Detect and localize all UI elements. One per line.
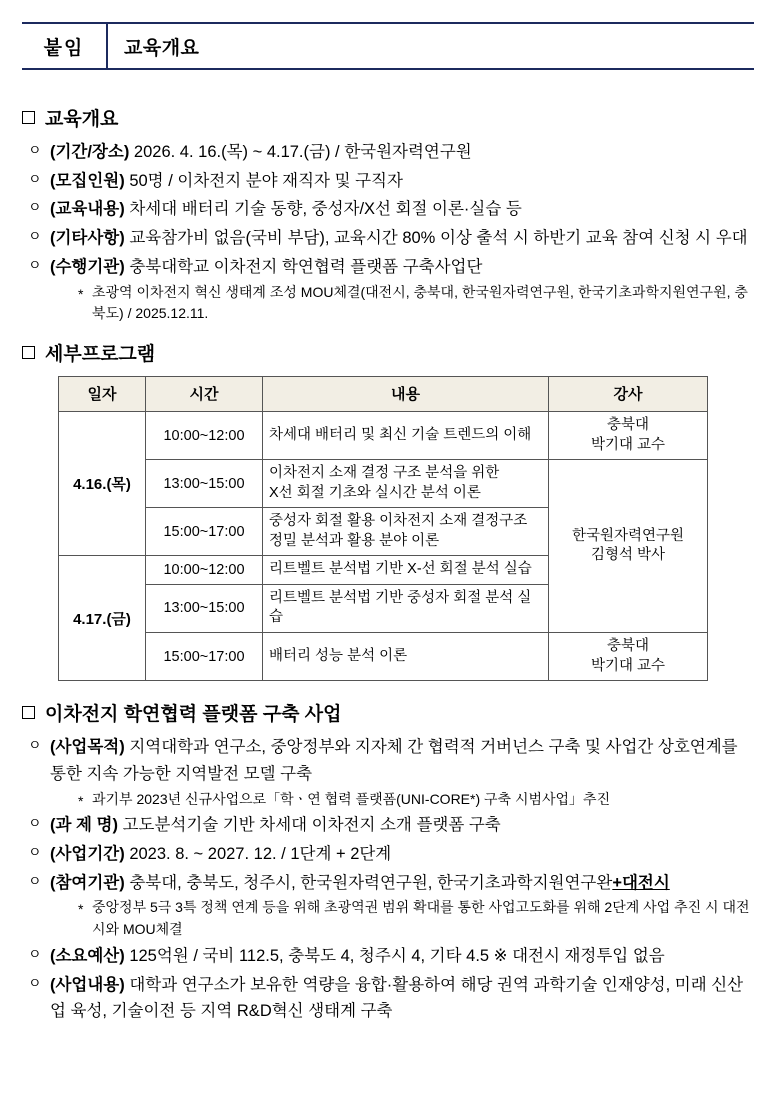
list-item: [22, 734, 754, 810]
cell-time: 13:00~15:00: [146, 584, 263, 632]
col-date: 일자: [59, 376, 146, 411]
item-label: (사업내용): [50, 975, 125, 994]
list-item: [22, 943, 754, 970]
item-text: 50명 / 이차전지 분야 재직자 및 구직자: [124, 171, 403, 190]
section-heading: [22, 699, 754, 726]
header-tag: 붙임: [22, 24, 108, 68]
cell-tutor: 충북대 박기대 교수: [549, 411, 708, 459]
item-label: (참여기관): [50, 873, 125, 892]
list-item: [22, 168, 754, 195]
project-list: [22, 734, 754, 1025]
item-text: 대학과 연구소가 보유한 역량을 융합·활용하여 해당 권역 과학기술 인재양성, 미래 신산업 육성, 기술이전 등 지역 R&D혁신 생태계 구축: [50, 975, 744, 1021]
table-row: [59, 633, 708, 681]
item-text: 고도분석기술 기반 차세대 이차전지 소개 플랫폼 구축: [117, 816, 501, 835]
item-label: (사업기간): [50, 845, 125, 863]
project-note-list: [50, 897, 754, 940]
cell-content: 배터리 성능 분석 이론: [263, 633, 549, 681]
item-label: (사업목적): [50, 738, 125, 757]
cell-time: 15:00~17:00: [146, 633, 263, 681]
overview-list: [22, 139, 754, 325]
program-table: [58, 376, 708, 681]
section-heading-label: 세부프로그램: [45, 343, 156, 365]
item-label: (기타사항): [50, 229, 125, 248]
list-item: [22, 196, 754, 223]
header-title: 교육개요: [124, 37, 200, 59]
item-label: (교육내용): [50, 200, 125, 219]
item-label: (수행기관): [50, 257, 125, 276]
table-row: [59, 411, 708, 459]
list-item: [22, 812, 754, 839]
item-text: 지역대학과 연구소, 중앙정부와 지자체 간 협력적 거버넌스 구축 및 사업간 상호연계를 통한 지속 가능한 지역발전 모델 구축: [50, 738, 738, 783]
cell-tutor: 한국원자력연구원 김형석 박사: [549, 460, 708, 633]
section-program: [22, 339, 754, 681]
item-emphasis: +대전시: [612, 873, 670, 892]
item-text: 충북대, 충북도, 청주시, 한국원자력연구원, 한국기초과학지원연구완: [124, 873, 613, 892]
section-education-overview: [22, 104, 754, 325]
cell-time: 13:00~15:00: [146, 460, 263, 508]
item-text: 2023. 8. ~ 2027. 12. / 1단계 + 2단계: [124, 845, 392, 863]
square-bullet-icon: [22, 111, 35, 124]
cell-time: 10:00~12:00: [146, 556, 263, 585]
overview-note-list: [50, 282, 754, 325]
item-text: 교육참가비 없음(국비 부담), 교육시간 80% 이상 출석 시 하반기 교육 참여 신청 시 우대: [124, 229, 748, 248]
cell-content: 중성자 회절 활용 이차전지 소재 결정구조 정밀 분석과 활용 분야 이론: [263, 508, 549, 556]
section-heading-label: 이차전지 학연협력 플랫폼 구축 사업: [45, 704, 342, 726]
list-item: [22, 870, 754, 941]
list-item: [22, 225, 754, 252]
col-time: 시간: [146, 376, 263, 411]
col-content: 내용: [263, 376, 549, 411]
item-label: (소요예산): [50, 946, 125, 965]
cell-content: 리트벨트 분석법 기반 중성자 회절 분석 실습: [263, 584, 549, 632]
cell-date: 4.16.(목): [59, 411, 146, 555]
project-note-list: [50, 789, 754, 811]
table-row: [59, 460, 708, 508]
list-item: [22, 139, 754, 166]
item-text: 125억원 / 국비 112.5, 충북도 4, 청주시 4, 기타 4.5 ※ 대전시 재정투입 없음: [124, 946, 665, 965]
document-header: [22, 22, 754, 70]
list-item: [22, 254, 754, 325]
cell-time: 10:00~12:00: [146, 411, 263, 459]
cell-date: 4.17.(금): [59, 556, 146, 681]
col-tutor: 강사: [549, 376, 708, 411]
section-heading: [22, 104, 754, 131]
cell-content: 차세대 배터리 및 최신 기술 트렌드의 이해: [263, 411, 549, 459]
section-heading-label: 교육개요: [45, 109, 119, 130]
item-text: 차세대 배터리 기술 동향, 중성자/X선 회절 이론·실습 등: [124, 200, 522, 219]
item-label: (기간/장소): [50, 143, 130, 161]
table-header-row: [59, 376, 708, 411]
program-table-wrap: [22, 374, 754, 681]
note-item: * 중앙정부 5극 3특 정책 연계 등을 위해 초광역권 범위 확대를 통한 사업고도화를 위해 2단계 사업 추진 시 대전시와 MOU체결: [50, 897, 754, 940]
item-text: 2026. 4. 16.(목) ~ 4.17.(금) / 한국원자력연구원: [129, 143, 472, 161]
cell-time: 15:00~17:00: [146, 508, 263, 556]
cell-content: 이차전지 소재 결정 구조 분석을 위한 X선 회절 기초와 실시간 분석 이론: [263, 460, 549, 508]
cell-content: 리트벨트 분석법 기반 X-선 회절 분석 실습: [263, 556, 549, 585]
section-heading: [22, 339, 754, 366]
section-project: [22, 699, 754, 1025]
list-item: [22, 841, 754, 868]
item-label: (모집인원): [50, 171, 125, 190]
list-item: [22, 972, 754, 1025]
note-item: * 과기부 2023년 신규사업으로「학ㆍ연 협력 플랫폼(UNI-CORE*) 구축 시범사업」추진: [50, 789, 754, 811]
square-bullet-icon: [22, 706, 35, 719]
item-text: 충북대학교 이차전지 학연협력 플랫폼 구축사업단: [124, 257, 483, 276]
square-bullet-icon: [22, 346, 35, 359]
note-item: * 초광역 이차전지 혁신 생태계 조성 MOU체결(대전시, 충북대, 한국원자력연구원, 한국기초과학지원연구원, 충북도) / 2025.12.11.: [50, 282, 754, 325]
cell-tutor: 충북대 박기대 교수: [549, 633, 708, 681]
item-label: (과 제 명): [50, 816, 118, 835]
